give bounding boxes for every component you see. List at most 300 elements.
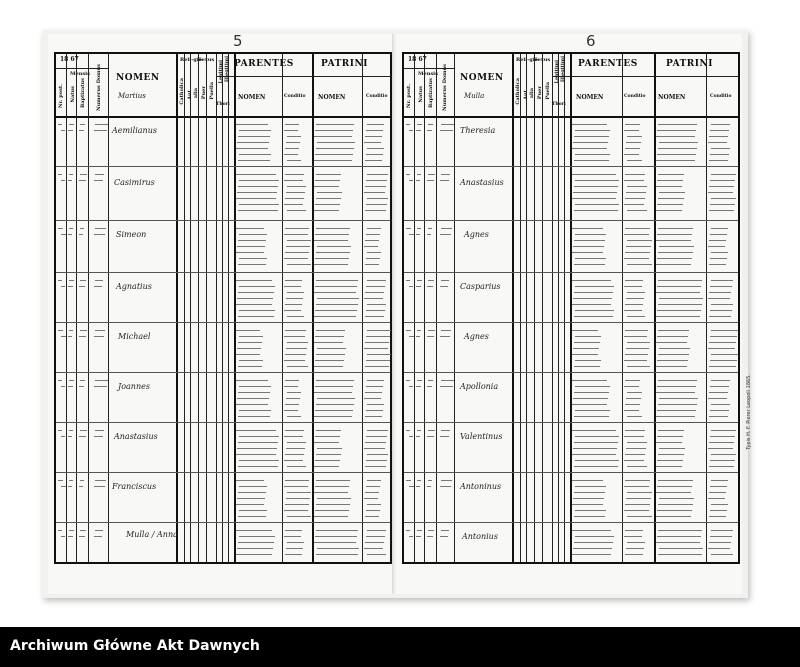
archive-footer-bar xyxy=(0,627,800,667)
handwritten-entry-text xyxy=(287,136,301,137)
handwritten-entry-text xyxy=(236,430,276,431)
handwritten-entry-text xyxy=(575,460,619,461)
handwritten-entry-text xyxy=(238,342,262,343)
handwritten-entry-text xyxy=(657,234,692,235)
handwritten-entry-text xyxy=(365,186,386,187)
child-name: Franciscus xyxy=(112,482,157,491)
illegitimi-header: Illegitimi xyxy=(560,56,566,83)
nomen-header: NOMEN xyxy=(460,73,504,83)
handwritten-entry-text xyxy=(68,436,72,437)
handwritten-entry-text xyxy=(406,380,410,381)
handwritten-entry-text xyxy=(365,160,382,161)
handwritten-entry-text xyxy=(627,442,647,443)
handwritten-entry-text xyxy=(68,180,72,181)
puer-header: Puer xyxy=(537,86,543,100)
handwritten-entry-text xyxy=(573,192,617,193)
entry-separator xyxy=(404,422,738,423)
handwritten-entry-text xyxy=(625,304,643,305)
handwritten-entry-text xyxy=(317,498,351,499)
handwritten-entry-text xyxy=(365,492,379,493)
natus-header: Natus xyxy=(70,86,76,103)
handwritten-entry-text xyxy=(658,124,697,125)
handwritten-entry-text xyxy=(575,180,619,181)
parentes-nomen-header: NOMEN xyxy=(576,94,604,101)
child-name: Anastasius xyxy=(114,432,158,441)
handwritten-entry-text xyxy=(417,330,421,331)
entry-separator xyxy=(56,422,390,423)
handwritten-entry-text xyxy=(80,430,87,431)
column-rule xyxy=(622,54,623,562)
handwritten-entry-text xyxy=(367,174,388,175)
handwritten-entry-text xyxy=(316,404,354,405)
column-rule xyxy=(534,54,535,562)
handwritten-entry-text xyxy=(284,536,301,537)
handwritten-entry-text xyxy=(710,130,729,131)
handwritten-entry-text xyxy=(575,360,601,361)
natus-header: Natus xyxy=(418,86,424,103)
handwritten-entry-text xyxy=(627,542,645,543)
entry-separator xyxy=(404,220,738,221)
handwritten-entry-text xyxy=(316,530,358,531)
column-rule xyxy=(542,54,543,562)
nr-post-header: Nr. post. xyxy=(406,84,412,108)
handwritten-entry-text xyxy=(365,210,386,211)
handwritten-entry-text xyxy=(625,354,648,355)
handwritten-entry-text xyxy=(316,380,354,381)
handwritten-entry-text xyxy=(624,360,647,361)
handwritten-entry-text xyxy=(80,174,87,175)
handwritten-entry-text xyxy=(428,330,435,331)
handwritten-entry-text xyxy=(711,304,733,305)
handwritten-entry-text xyxy=(575,386,610,387)
handwritten-entry-text xyxy=(365,264,379,265)
handwritten-entry-text xyxy=(367,430,388,431)
handwritten-entry-text xyxy=(61,486,66,487)
handwritten-entry-text xyxy=(79,436,86,437)
child-name: Apollonia xyxy=(460,382,499,391)
handwritten-entry-text xyxy=(575,536,614,537)
handwritten-entry-text xyxy=(575,336,601,337)
handwritten-entry-text xyxy=(711,124,730,125)
handwritten-entry-text xyxy=(287,342,308,343)
handwritten-entry-text xyxy=(286,298,303,299)
handwritten-entry-text xyxy=(406,430,410,431)
handwritten-entry-text xyxy=(708,298,730,299)
header-rule xyxy=(552,76,570,77)
puella-header: Puella xyxy=(545,82,551,100)
puer-header: Puer xyxy=(201,86,207,100)
handwritten-entry-text xyxy=(572,148,607,149)
entry-separator xyxy=(56,272,390,273)
handwritten-entry-text xyxy=(94,436,103,437)
handwritten-entry-text xyxy=(441,380,454,381)
handwritten-entry-text xyxy=(366,234,380,235)
handwritten-entry-text xyxy=(314,366,343,367)
handwritten-entry-text xyxy=(658,404,697,405)
handwritten-entry-text xyxy=(656,542,700,543)
handwritten-entry-text xyxy=(441,530,449,531)
handwritten-entry-text xyxy=(572,530,611,531)
handwritten-entry-text xyxy=(572,124,607,125)
handwritten-entry-text xyxy=(624,386,639,387)
handwritten-entry-text xyxy=(239,336,263,337)
handwritten-entry-text xyxy=(624,510,649,511)
printer-imprint: Typis H. F. Pierer Leopoli 1865. xyxy=(746,374,752,450)
handwritten-entry-text xyxy=(575,410,610,411)
handwritten-entry-text xyxy=(440,336,450,337)
handwritten-entry-text xyxy=(287,292,304,293)
handwritten-entry-text xyxy=(711,504,728,505)
handwritten-entry-text xyxy=(237,192,277,193)
handwritten-entry-text xyxy=(61,180,65,181)
handwritten-entry-text xyxy=(315,258,349,259)
handwritten-entry-text xyxy=(711,380,730,381)
handwritten-entry-text xyxy=(366,536,385,537)
handwritten-entry-text xyxy=(710,410,729,411)
handwritten-entry-text xyxy=(659,246,694,247)
column-rule xyxy=(706,54,707,562)
handwritten-entry-text xyxy=(710,360,737,361)
entry-separator xyxy=(56,220,390,221)
handwritten-entry-text xyxy=(441,124,454,125)
handwritten-entry-text xyxy=(79,386,84,387)
handwritten-entry-text xyxy=(574,466,618,467)
handwritten-entry-text xyxy=(575,234,606,235)
handwritten-entry-text xyxy=(708,348,735,349)
handwritten-entry-text xyxy=(625,148,640,149)
entry-separator xyxy=(56,166,390,167)
handwritten-entry-text xyxy=(314,186,339,187)
handwritten-entry-text xyxy=(709,442,734,443)
handwritten-entry-text xyxy=(627,516,652,517)
handwritten-entry-text xyxy=(711,554,733,555)
column-rule xyxy=(570,54,572,562)
month-handwriting: Mulla xyxy=(464,92,485,100)
column-rule xyxy=(552,54,553,562)
handwritten-entry-text xyxy=(238,392,270,393)
handwritten-entry-text xyxy=(284,286,301,287)
handwritten-entry-text xyxy=(284,336,305,337)
handwritten-entry-text xyxy=(709,416,728,417)
patrini-nomen-header: NOMEN xyxy=(318,94,346,101)
handwritten-entry-text xyxy=(366,436,387,437)
handwritten-entry-text xyxy=(365,392,382,393)
handwritten-entry-text xyxy=(427,386,432,387)
handwritten-entry-text xyxy=(659,142,698,143)
handwritten-entry-text xyxy=(238,210,278,211)
handwritten-entry-text xyxy=(68,336,72,337)
handwritten-entry-text xyxy=(68,536,73,537)
handwritten-entry-text xyxy=(711,252,728,253)
child-name: Theresia xyxy=(460,126,496,135)
handwritten-entry-text xyxy=(95,330,105,331)
handwritten-entry-text xyxy=(409,536,413,537)
handwritten-entry-text xyxy=(238,516,266,517)
handwritten-entry-text xyxy=(80,380,85,381)
handwritten-entry-text xyxy=(315,234,349,235)
handwritten-entry-text xyxy=(285,198,304,199)
patrini-header: PATRINI xyxy=(321,59,368,69)
handwritten-entry-text xyxy=(626,192,646,193)
handwritten-entry-text xyxy=(416,386,421,387)
child-name: Antoninus xyxy=(460,482,502,491)
handwritten-entry-text xyxy=(285,430,304,431)
handwritten-entry-text xyxy=(316,304,358,305)
handwritten-entry-text xyxy=(238,316,274,317)
handwritten-entry-text xyxy=(364,246,378,247)
page-number: 6 xyxy=(586,32,596,50)
handwritten-entry-text xyxy=(406,174,410,175)
handwritten-entry-text xyxy=(68,130,73,131)
handwritten-entry-text xyxy=(417,480,421,481)
mensis-header: Mensis xyxy=(418,71,438,77)
handwritten-entry-text xyxy=(239,510,267,511)
handwritten-entry-text xyxy=(656,416,695,417)
handwritten-entry-text xyxy=(572,404,607,405)
alia-header: alia xyxy=(529,88,535,99)
handwritten-entry-text xyxy=(627,210,647,211)
handwritten-entry-text xyxy=(711,354,738,355)
handwritten-entry-text xyxy=(574,264,605,265)
handwritten-entry-text xyxy=(317,348,346,349)
handwritten-entry-text xyxy=(61,386,65,387)
handwritten-entry-text xyxy=(68,286,73,287)
month-handwriting: Martius xyxy=(118,92,146,100)
handwritten-entry-text xyxy=(314,492,348,493)
child-name: Anastasius xyxy=(460,178,504,187)
handwritten-entry-text xyxy=(237,398,269,399)
entry-separator xyxy=(56,372,390,373)
handwritten-entry-text xyxy=(286,142,300,143)
handwritten-entry-text xyxy=(657,386,696,387)
handwritten-entry-text xyxy=(574,160,609,161)
handwritten-entry-text xyxy=(365,316,384,317)
handwritten-entry-text xyxy=(236,148,268,149)
handwritten-entry-text xyxy=(238,442,278,443)
handwritten-entry-text xyxy=(416,486,420,487)
handwritten-entry-text xyxy=(624,486,649,487)
handwritten-entry-text xyxy=(287,466,306,467)
handwritten-entry-text xyxy=(658,280,702,281)
year-label: 18 67 xyxy=(408,56,427,63)
handwritten-entry-text xyxy=(286,192,305,193)
handwritten-entry-text xyxy=(314,392,352,393)
column-rule xyxy=(222,54,223,562)
handwritten-entry-text xyxy=(416,234,420,235)
handwritten-entry-text xyxy=(239,310,275,311)
handwritten-entry-text xyxy=(625,252,650,253)
thori-header: Thori xyxy=(552,102,566,107)
handwritten-entry-text xyxy=(237,246,265,247)
handwritten-entry-text xyxy=(284,386,298,387)
handwritten-entry-text xyxy=(711,280,733,281)
handwritten-entry-text xyxy=(657,510,692,511)
column-rule xyxy=(424,54,425,562)
handwritten-entry-text xyxy=(440,130,453,131)
handwritten-entry-text xyxy=(61,286,65,287)
handwritten-entry-text xyxy=(441,430,450,431)
column-rule xyxy=(520,54,521,562)
handwritten-entry-text xyxy=(284,154,298,155)
handwritten-entry-text xyxy=(711,148,730,149)
handwritten-entry-text xyxy=(711,430,736,431)
handwritten-entry-text xyxy=(428,480,432,481)
handwritten-entry-text xyxy=(239,286,275,287)
handwritten-entry-text xyxy=(574,136,609,137)
handwritten-entry-text xyxy=(285,380,299,381)
column-rule xyxy=(206,54,207,562)
handwritten-entry-text xyxy=(366,360,390,361)
handwritten-entry-text xyxy=(69,380,74,381)
handwritten-entry-text xyxy=(574,442,618,443)
handwritten-entry-text xyxy=(239,486,267,487)
handwritten-entry-text xyxy=(236,198,276,199)
handwritten-entry-text xyxy=(366,180,387,181)
handwritten-entry-text xyxy=(573,498,604,499)
handwritten-entry-text xyxy=(317,246,351,247)
handwritten-entry-text xyxy=(367,380,384,381)
handwritten-entry-text xyxy=(367,554,386,555)
handwritten-entry-text xyxy=(626,498,651,499)
handwritten-entry-text xyxy=(285,252,309,253)
handwritten-entry-text xyxy=(285,404,299,405)
handwritten-entry-text xyxy=(440,234,451,235)
handwritten-entry-text xyxy=(287,240,311,241)
handwritten-entry-text xyxy=(709,292,731,293)
handwritten-entry-text xyxy=(658,304,702,305)
handwritten-entry-text xyxy=(314,542,356,543)
handwritten-entry-text xyxy=(624,234,649,235)
handwritten-entry-text xyxy=(574,416,609,417)
entry-separator xyxy=(404,472,738,473)
handwritten-entry-text xyxy=(94,286,102,287)
catholica-header: Catholica xyxy=(515,78,521,105)
handwritten-entry-text xyxy=(315,180,340,181)
handwritten-entry-text xyxy=(287,210,306,211)
handwritten-entry-text xyxy=(315,510,349,511)
handwritten-entry-text xyxy=(367,198,388,199)
handwritten-entry-text xyxy=(61,536,65,537)
handwritten-entry-text xyxy=(316,330,345,331)
handwritten-entry-text xyxy=(237,448,277,449)
handwritten-entry-text xyxy=(314,160,352,161)
handwritten-entry-text xyxy=(427,536,433,537)
handwritten-entry-text xyxy=(709,316,731,317)
handwritten-entry-text xyxy=(315,336,344,337)
entry-separator xyxy=(56,322,390,323)
handwritten-entry-text xyxy=(367,304,386,305)
handwritten-entry-text xyxy=(658,198,684,199)
handwritten-entry-text xyxy=(284,204,303,205)
handwritten-entry-text xyxy=(574,516,605,517)
handwritten-entry-text xyxy=(417,124,422,125)
handwritten-entry-text xyxy=(366,286,385,287)
handwritten-entry-text xyxy=(709,264,726,265)
handwritten-entry-text xyxy=(575,436,619,437)
handwritten-entry-text xyxy=(366,130,383,131)
handwritten-entry-text xyxy=(409,234,414,235)
handwritten-entry-text xyxy=(367,480,381,481)
archive-name: Archiwum Główne Akt Dawnych xyxy=(10,638,260,654)
handwritten-entry-text xyxy=(417,228,421,229)
handwritten-entry-text xyxy=(624,258,649,259)
handwritten-entry-text xyxy=(79,180,86,181)
handwritten-entry-text xyxy=(409,180,413,181)
handwritten-entry-text xyxy=(284,234,308,235)
handwritten-entry-text xyxy=(316,354,345,355)
handwritten-entry-text xyxy=(287,366,308,367)
handwritten-entry-text xyxy=(440,386,453,387)
handwritten-entry-text xyxy=(316,252,350,253)
handwritten-entry-text xyxy=(574,342,600,343)
handwritten-entry-text xyxy=(80,124,85,125)
handwritten-entry-text xyxy=(316,480,350,481)
handwritten-entry-text xyxy=(316,280,358,281)
handwritten-entry-text xyxy=(572,454,616,455)
child-name: Joannes xyxy=(118,382,150,391)
handwritten-entry-text xyxy=(367,354,391,355)
handwritten-entry-text xyxy=(710,180,735,181)
handwritten-entry-text xyxy=(625,228,650,229)
mensis-header: Mensis xyxy=(70,71,90,77)
handwritten-entry-text xyxy=(575,286,614,287)
handwritten-entry-text xyxy=(94,336,104,337)
handwritten-entry-text xyxy=(427,180,434,181)
handwritten-entry-text xyxy=(367,124,384,125)
handwritten-entry-text xyxy=(239,180,279,181)
handwritten-entry-text xyxy=(58,330,63,331)
entry-separator xyxy=(404,272,738,273)
handwritten-entry-text xyxy=(709,516,726,517)
column-rule xyxy=(654,54,656,562)
handwritten-entry-text xyxy=(572,354,598,355)
handwritten-entry-text xyxy=(285,330,306,331)
handwritten-entry-text xyxy=(710,510,727,511)
handwritten-entry-text xyxy=(365,292,384,293)
handwritten-entry-text xyxy=(657,180,683,181)
handwritten-entry-text xyxy=(658,252,693,253)
handwritten-entry-text xyxy=(239,360,263,361)
handwritten-entry-text xyxy=(367,530,386,531)
handwritten-entry-text xyxy=(428,530,434,531)
handwritten-entry-text xyxy=(574,392,609,393)
handwritten-entry-text xyxy=(285,504,309,505)
handwritten-entry-text xyxy=(236,380,268,381)
handwritten-entry-text xyxy=(364,448,385,449)
parentes-conditio-header: Conditio xyxy=(624,94,646,99)
handwritten-entry-text xyxy=(365,136,382,137)
handwritten-entry-text xyxy=(314,264,348,265)
entry-separator xyxy=(404,372,738,373)
handwritten-entry-text xyxy=(710,536,732,537)
handwritten-entry-text xyxy=(284,410,298,411)
handwritten-entry-text xyxy=(285,354,306,355)
header-rule xyxy=(404,68,454,69)
handwritten-entry-text xyxy=(657,286,701,287)
child-name: Casimirus xyxy=(114,178,155,187)
handwritten-entry-text xyxy=(69,480,73,481)
numerus-domus-header: Numerus Domus xyxy=(442,64,448,111)
handwritten-entry-text xyxy=(236,228,264,229)
left-page xyxy=(48,34,394,594)
handwritten-entry-text xyxy=(95,174,104,175)
handwritten-entry-text xyxy=(315,286,357,287)
handwritten-entry-text xyxy=(575,258,606,259)
handwritten-entry-text xyxy=(627,160,642,161)
handwritten-entry-text xyxy=(316,454,341,455)
handwritten-entry-text xyxy=(625,404,640,405)
handwritten-entry-text xyxy=(237,498,265,499)
